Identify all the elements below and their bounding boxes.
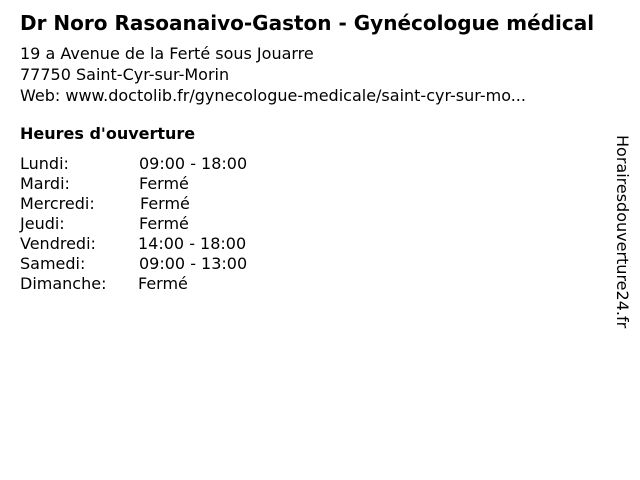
day-hours: 14:00 - 18:00 — [138, 234, 247, 253]
hours-heading: Heures d'ouverture — [20, 124, 196, 143]
address-web: Web: www.doctolib.fr/gynecologue-medicale/saint-cyr-sur-mo... — [20, 86, 526, 105]
day-hours: Fermé — [139, 174, 189, 193]
day-label: Lundi: — [20, 154, 69, 173]
day-label: Mardi: — [20, 174, 70, 193]
day-hours: Fermé — [140, 194, 190, 213]
site-watermark — [612, 135, 632, 345]
address-city: 77750 Saint-Cyr-sur-Morin — [20, 65, 230, 84]
day-label: Dimanche: — [20, 274, 107, 293]
day-label: Mercredi: — [20, 194, 95, 213]
address-block — [20, 43, 526, 106]
day-hours: 09:00 - 13:00 — [139, 254, 248, 273]
day-label: Jeudi: — [20, 214, 65, 233]
day-label: Samedi: — [20, 254, 86, 273]
day-hours: Fermé — [139, 214, 189, 233]
day-hours: 09:00 - 18:00 — [139, 154, 248, 173]
page-title: Dr Noro Rasoanaivo-Gaston - Gynécologue médical — [20, 11, 595, 35]
site-watermark-text: Horairesdouverture24.fr — [613, 135, 632, 329]
day-hours: Fermé — [138, 274, 188, 293]
address-street: 19 a Avenue de la Ferté sous Jouarre — [20, 44, 314, 63]
day-label: Vendredi: — [20, 234, 96, 253]
